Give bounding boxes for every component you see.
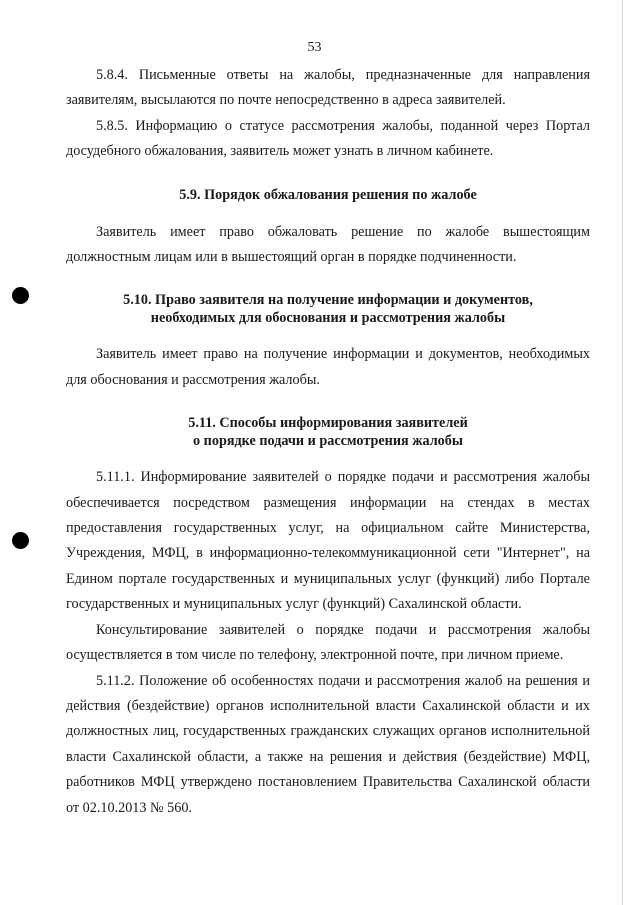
hole-punch-mark-bottom <box>12 532 29 549</box>
paragraph-5-8-4: 5.8.4. Письменные ответы на жалобы, предназначенные для направления заявителям, высылаются по почте непосредственно в адреса заявителей. <box>66 67 590 109</box>
heading-5-10 <box>66 291 590 327</box>
page-number: 53 <box>307 40 322 55</box>
heading-5-11-line2: о порядке подачи и рассмотрения жалобы <box>193 433 463 450</box>
heading-5-9 <box>66 186 590 204</box>
heading-5-11-line1: 5.11. Способы информирования заявителей <box>188 415 468 432</box>
paragraph-5-8-5: 5.8.5. Информацию о статусе рассмотрения жалобы, поданной через Портал досудебного обжалования, заявитель может узнать в личном кабинете. <box>66 117 590 160</box>
hole-punch-mark-top <box>12 287 29 304</box>
paragraph-5-11-2: 5.11.2. Положение об особенностях подачи и рассмотрения жалоб на решения и действия (бездействие) органов исполнительной власти Сахалинской области и их должностных лиц, государственных гражданских служащих органов исполнительной власти Сахалинской области, а также на решения и действия (бездействие) МФЦ, работников МФЦ утверждено постановлением Правительства Сахалинской области от 02.10.2013 № 560. <box>66 672 590 816</box>
paragraph-5-9: Заявитель имеет право обжаловать решение по жалобе вышестоящим должностным лицам или в вышестоящий орган в порядке подчиненности. <box>66 223 590 266</box>
heading-5-10-line1: 5.10. Право заявителя на получение информации и документов, <box>123 292 533 309</box>
paragraph-consultation: Консультирование заявителей о порядке подачи и рассмотрения жалобы осуществляется в том числе по телефону, электронной почте, при личном приеме. <box>66 621 590 664</box>
heading-5-11 <box>66 414 590 450</box>
paragraph-5-11-1: 5.11.1. Информирование заявителей о порядке подачи и рассмотрения жалобы обеспечивается посредством размещения информации на стендах в местах предоставления государственных услуг, на официальном сайте Министерства, Учреждения, МФЦ, в информационно-телекоммуникационной сети "Интернет", на Едином портале государственных и муниципальных услуг (функций) либо Портале государственных и муниципальных услуг (функций) Сахалинской области. <box>66 469 590 613</box>
document-body <box>66 63 590 821</box>
heading-5-10-line2: необходимых для обоснования и рассмотрения жалобы <box>150 310 506 327</box>
scan-edge-line <box>622 0 623 905</box>
heading-5-9-text: 5.9. Порядок обжалования решения по жалобе <box>179 186 477 203</box>
paragraph-5-10: Заявитель имеет право на получение информации и документов, необходимых для обоснования и рассмотрения жалобы. <box>66 346 590 388</box>
